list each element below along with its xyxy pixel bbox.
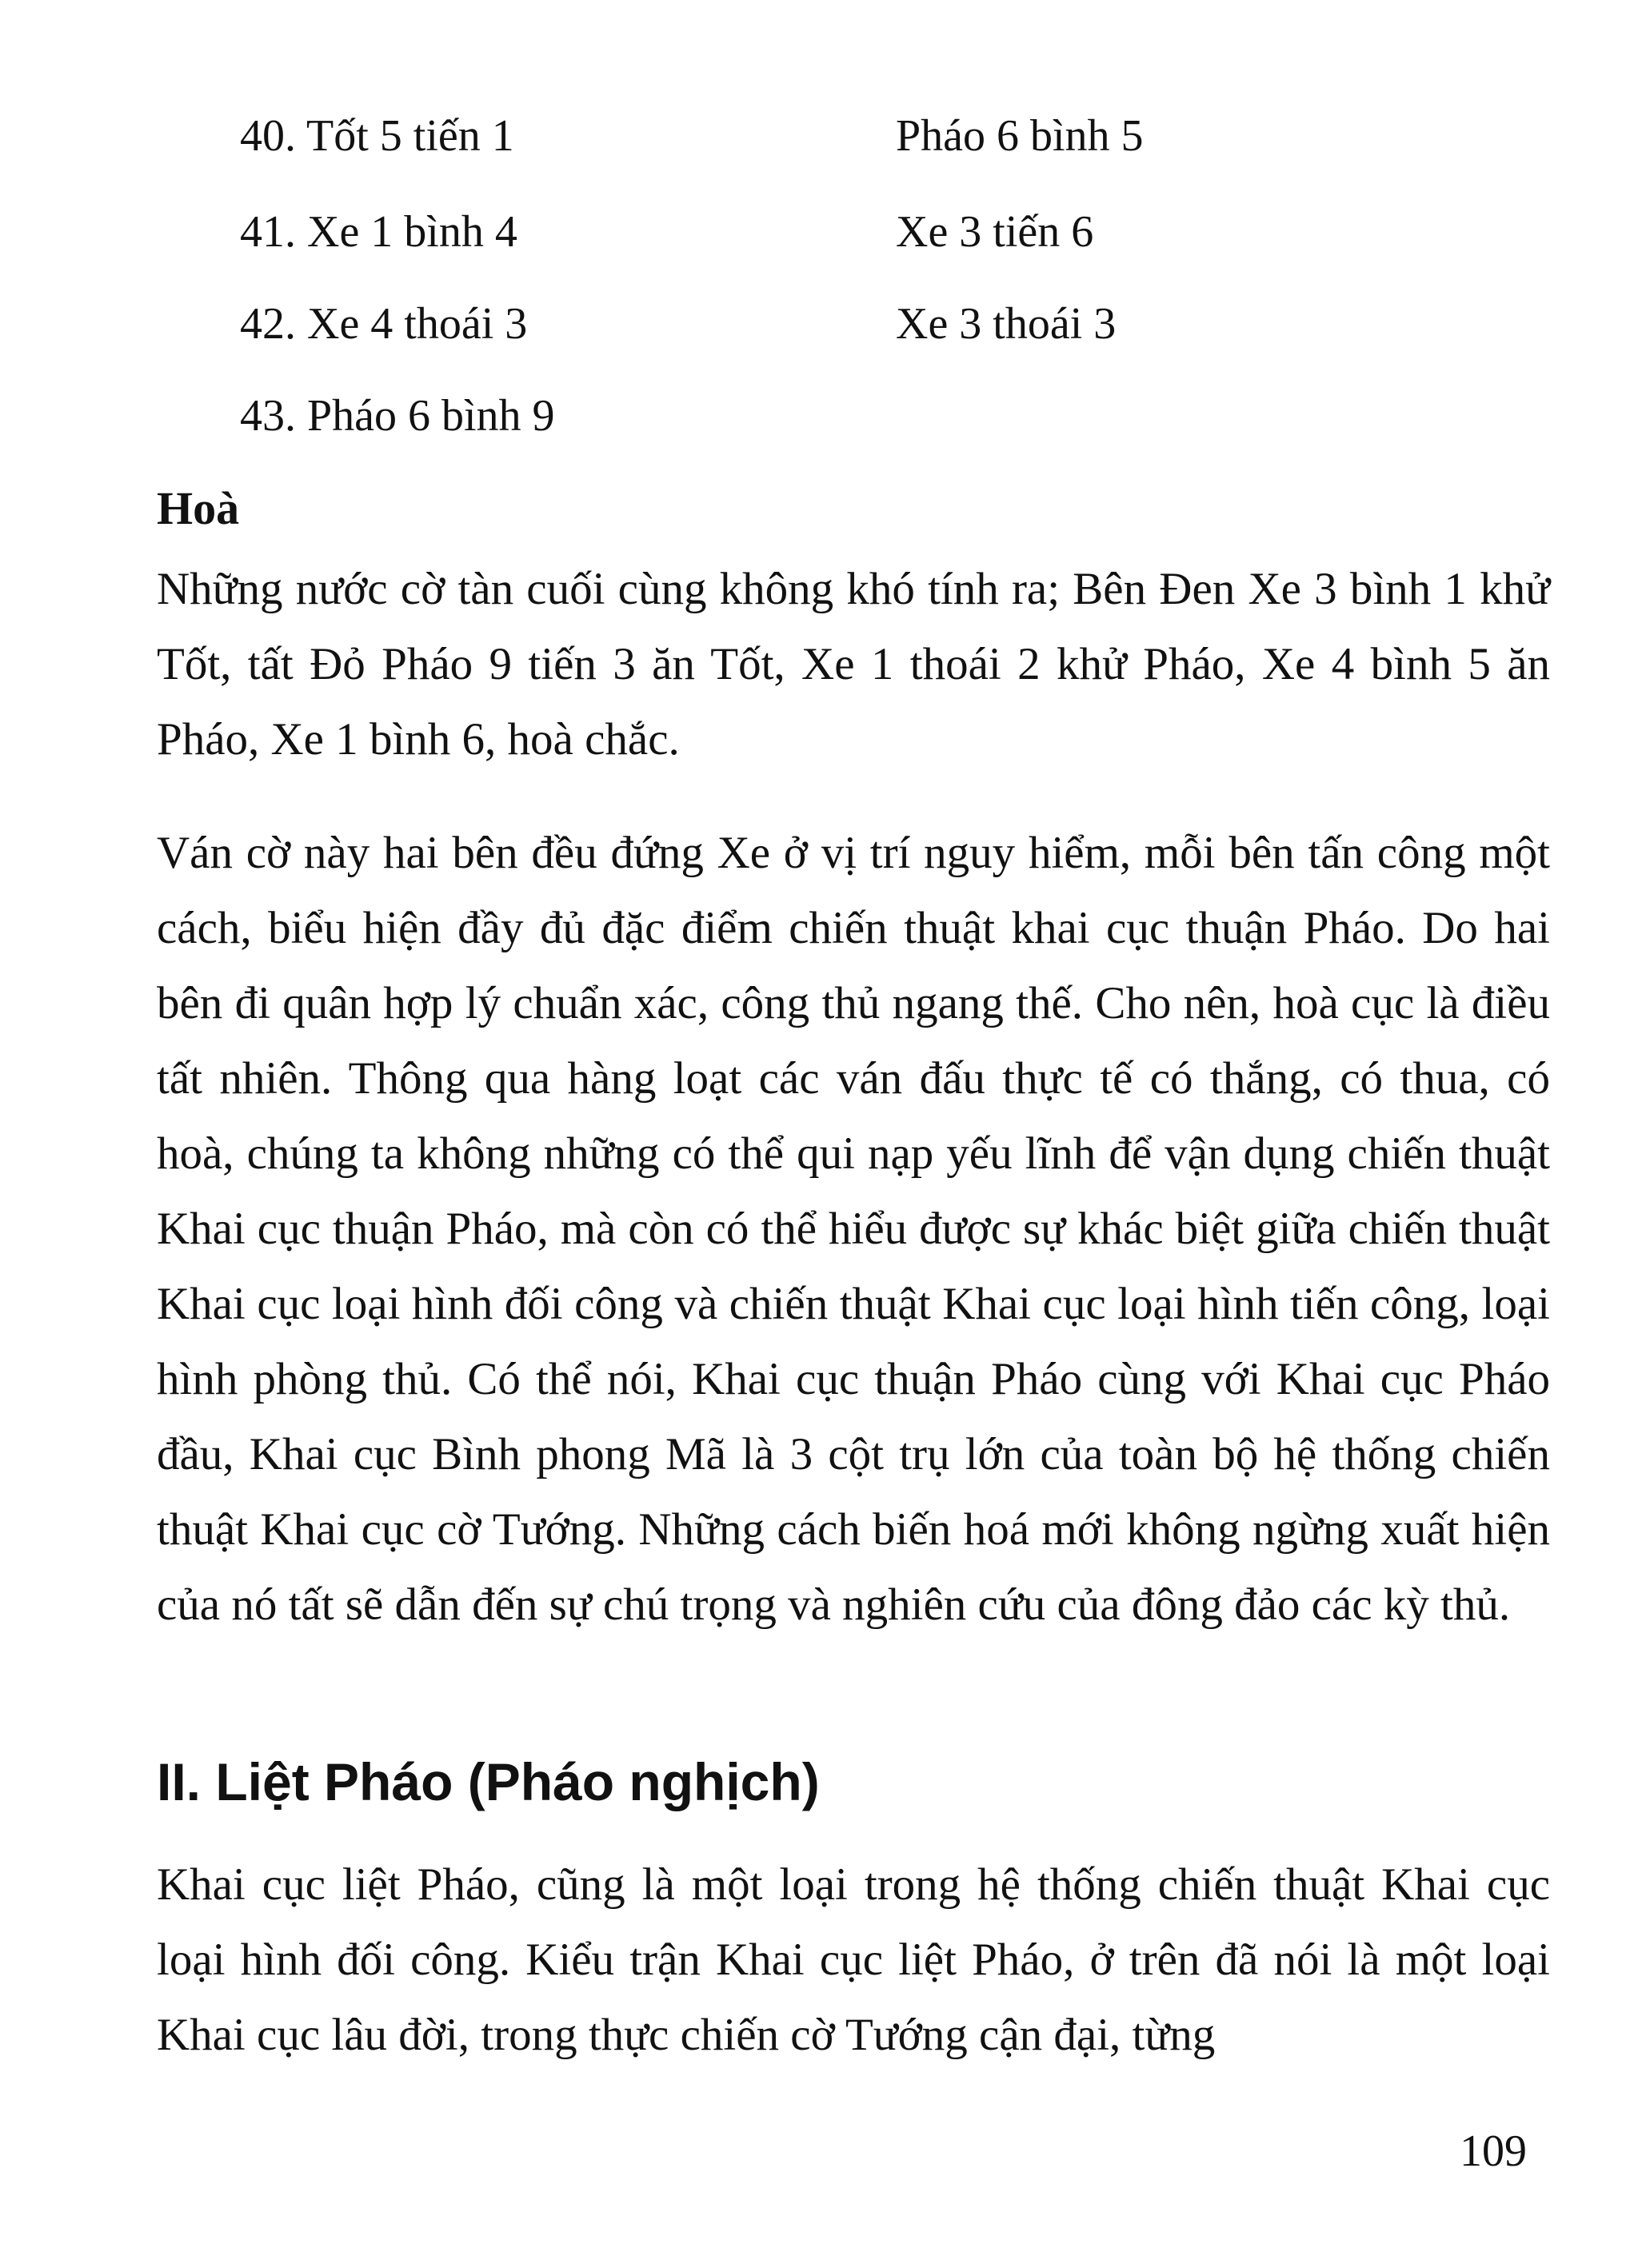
move-red: 41. Xe 1 bình 4: [240, 207, 517, 257]
move-red: 43. Pháo 6 bình 9: [240, 391, 555, 441]
move-red: 40. Tốt 5 tiến 1: [240, 111, 514, 161]
page-number: 109: [1460, 2126, 1527, 2176]
game-result: Hoà: [157, 482, 240, 534]
move-red: 42. Xe 4 thoái 3: [240, 299, 528, 349]
move-black: Pháo 6 bình 5: [896, 111, 1144, 161]
paragraph-endgame: Những nước cờ tàn cuối cùng không khó tính ra; Bên Đen Xe 3 bình 1 khử Tốt, tất Đỏ Pháo 9 tiến 3 ăn Tốt, Xe 1 thoái 2 khử Pháo, Xe 4 bình 5 ăn Pháo, Xe 1 bình 6, hoà chắc.: [157, 564, 1550, 765]
paragraph-analysis: Ván cờ này hai bên đều đứng Xe ở vị trí nguy hiểm, mỗi bên tấn công một cách, biểu hiện đầy đủ đặc điểm chiến thuật khai cục thuận Pháo. Do hai bên đi quân hợp lý chuẩn xác, công thủ ngang thế. Cho nên, hoà cục là điều tất nhiên. Thông qua hàng loạt các ván đấu thực tế có thắng, có thua, có hoà, chúng ta không những có thể qui nạp yếu lĩnh để vận dụng chiến thuật Khai cục thuận Pháo, mà còn có thể hiểu được sự khác biệt giữa chiến thuật Khai cục loại hình đối công và chiến thuật Khai cục loại hình tiến công, loại hình phòng thủ. Có thể nói, Khai cục thuận Pháo cùng với Khai cục Pháo đầu, Khai cục Bình phong Mã là 3 cột trụ lớn của toàn bộ hệ thống chiến thuật Khai cục cờ Tướng. Những cách biến hoá mới không ngừng xuất hiện của nó tất sẽ dẫn đến sự chú trọng và nghiên cứu của đông đảo các kỳ thủ.: [157, 828, 1550, 1630]
section-heading: II. Liệt Pháo (Pháo nghịch): [157, 1752, 820, 1811]
paragraph-section-intro: Khai cục liệt Pháo, cũng là một loại trong hệ thống chiến thuật Khai cục loại hình đối công. Kiểu trận Khai cục liệt Pháo, ở trên đã nói là một loại Khai cục lâu đời, trong thực chiến cờ Tướng cận đại, từng: [157, 1859, 1550, 2060]
move-black: Xe 3 tiến 6: [896, 207, 1094, 257]
move-black: Xe 3 thoái 3: [896, 299, 1117, 349]
